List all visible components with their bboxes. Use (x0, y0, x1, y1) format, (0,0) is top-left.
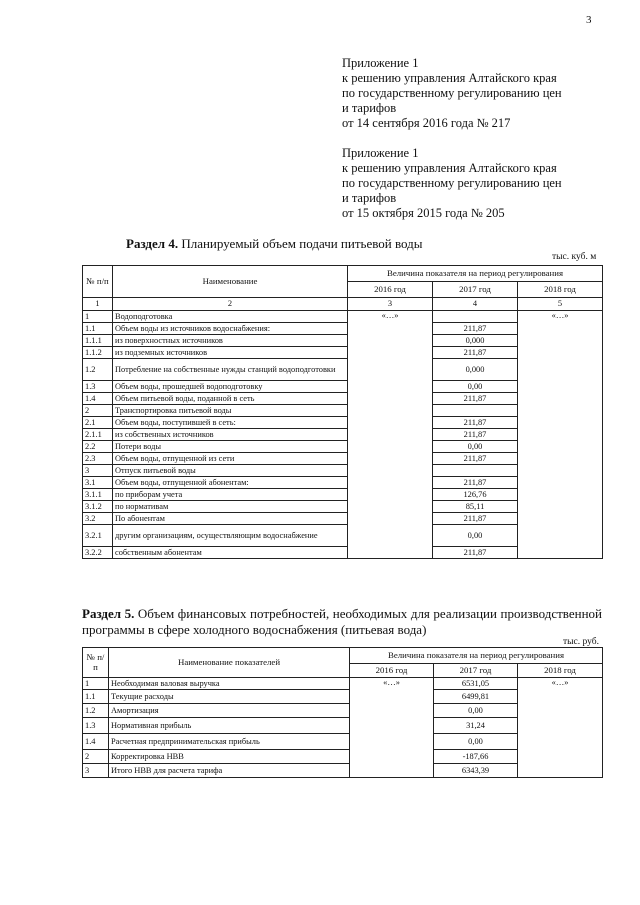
s4-row-2017 (433, 311, 518, 323)
s4-row-2017 (433, 405, 518, 417)
s4-colnum-2: 2 (113, 298, 348, 311)
s4-row-2017: 126,76 (433, 489, 518, 501)
s4-row-2017: 0,00 (433, 441, 518, 453)
s5-row-2017: 31,24 (434, 718, 518, 734)
s4-row-2017: 0,00 (433, 381, 518, 393)
s5-header-period: Величина показателя на период регулирования (350, 648, 603, 664)
section4-units: тыс. куб. м (552, 252, 597, 262)
appendix-line: и тарифов (342, 191, 397, 205)
s4-row-name: Водоподготовка (113, 311, 348, 323)
appendix-line: и тарифов (342, 101, 397, 115)
section4-title-number: Раздел 4. (126, 236, 179, 251)
s4-row-name: Потери воды (113, 441, 348, 453)
s4-row-num: 1.4 (83, 393, 113, 405)
s5-row-num: 2 (83, 750, 109, 764)
s4-row-num: 1.3 (83, 381, 113, 393)
appendix-line: по государственному регулированию цен (342, 86, 562, 100)
s5-row-name: Расчетная предпринимательская прибыль (109, 734, 350, 750)
s5-row-2017: 0,00 (434, 704, 518, 718)
s5-ellipsis-2018: «…» (518, 678, 603, 778)
appendix-line: от 15 октября 2015 года № 205 (342, 206, 505, 220)
appendix-line: от 14 сентября 2016 года № 217 (342, 116, 511, 130)
s5-row-num: 1.3 (83, 718, 109, 734)
s4-row-2017: 211,87 (433, 547, 518, 559)
appendix-line: по государственному регулированию цен (342, 176, 562, 190)
s4-row-num: 3.1.2 (83, 501, 113, 513)
s4-row-2017: 0,000 (433, 359, 518, 381)
s4-row-num: 3.1 (83, 477, 113, 489)
s4-row-num: 2.1 (83, 417, 113, 429)
s4-row-name: из поверхностных источников (113, 335, 348, 347)
s5-row-name: Нормативная прибыль (109, 718, 350, 734)
s4-colnum-5: 5 (518, 298, 603, 311)
section5-table (82, 647, 603, 778)
s4-row-2017: 211,87 (433, 417, 518, 429)
s4-row-num: 1 (83, 311, 113, 323)
s5-row-name: Текущие расходы (109, 690, 350, 704)
section5-units: тыс. руб. (563, 637, 599, 647)
s4-row-name: Потребление на собственные нужды станций водоподготовки (113, 359, 348, 381)
s4-row-2017: 0,00 (433, 525, 518, 547)
s4-row-num: 1.1.1 (83, 335, 113, 347)
s5-row-2017: 6531,05 (434, 678, 518, 690)
s4-row-2017: 211,87 (433, 429, 518, 441)
s4-header-period: Величина показателя на период регулирования (348, 266, 603, 282)
s4-row-name: по нормативам (113, 501, 348, 513)
s5-row-num: 3 (83, 764, 109, 778)
s4-row-name: из собственных источников (113, 429, 348, 441)
appendix-line: Приложение 1 (342, 146, 419, 160)
s5-row-num: 1.1 (83, 690, 109, 704)
s4-row-name: Объем воды, поступившей в сеть: (113, 417, 348, 429)
s4-row-name: из подземных источников (113, 347, 348, 359)
s4-row-2017: 211,87 (433, 453, 518, 465)
s4-row-num: 2.2 (83, 441, 113, 453)
s5-header-2017: 2017 год (434, 664, 518, 678)
s4-row-num: 2.3 (83, 453, 113, 465)
s5-row-2017: -187,66 (434, 750, 518, 764)
s5-header-2016: 2016 год (350, 664, 434, 678)
s4-row-num: 3.2 (83, 513, 113, 525)
s4-row-name: Объем воды, отпущенной абонентам: (113, 477, 348, 489)
s4-row-num: 1.2 (83, 359, 113, 381)
s4-header-num: № п/п (83, 266, 113, 298)
s4-row-2017: 211,87 (433, 323, 518, 335)
s4-row-2017 (433, 465, 518, 477)
s4-row-num: 2 (83, 405, 113, 417)
s4-row-num: 3.2.2 (83, 547, 113, 559)
s4-row-name: Объем воды, отпущенной из сети (113, 453, 348, 465)
s5-row-name: Амортизация (109, 704, 350, 718)
section5-title-text: Объем финансовых потребностей, необходимых для реализации производственной программы в сфере холодного водоснабжения (питьевая вода) (82, 606, 602, 637)
s5-header-name: Наименование показателей (109, 648, 350, 678)
s4-row-2017: 211,87 (433, 393, 518, 405)
s4-header-2017: 2017 год (433, 282, 518, 298)
s4-row-num: 3 (83, 465, 113, 477)
s4-row-num: 3.1.1 (83, 489, 113, 501)
s5-row-name: Итого НВВ для расчета тарифа (109, 764, 350, 778)
s4-row-2017: 211,87 (433, 347, 518, 359)
s5-row-2017: 6343,39 (434, 764, 518, 778)
s4-ellipsis-2016: «…» (348, 311, 433, 559)
s4-row-2017: 0,000 (433, 335, 518, 347)
s4-row-name: собственным абонентам (113, 547, 348, 559)
s4-row-num: 1.1.2 (83, 347, 113, 359)
appendix-block-2015 (342, 146, 562, 221)
s4-ellipsis-2018: «…» (518, 311, 603, 559)
appendix-line: к решению управления Алтайского края (342, 71, 557, 85)
s4-row-name: Объем воды из источников водоснабжения: (113, 323, 348, 335)
s4-row-name: По абонентам (113, 513, 348, 525)
table-row (83, 311, 603, 323)
s4-row-name: Объем воды, прошедшей водоподготовку (113, 381, 348, 393)
s5-row-num: 1.4 (83, 734, 109, 750)
section5-title (82, 606, 602, 638)
s4-row-num: 1.1 (83, 323, 113, 335)
s5-row-name: Корректировка НВВ (109, 750, 350, 764)
s5-row-num: 1 (83, 678, 109, 690)
s4-row-num: 2.1.1 (83, 429, 113, 441)
s5-row-2017: 6499,81 (434, 690, 518, 704)
section4-title-text: Планируемый объем подачи питьевой воды (178, 236, 423, 251)
page-number: 3 (586, 14, 592, 26)
appendix-line: Приложение 1 (342, 56, 419, 70)
s4-colnum-3: 3 (348, 298, 433, 311)
section4-title (126, 236, 423, 252)
appendix-line: к решению управления Алтайского края (342, 161, 557, 175)
section4-table (82, 265, 603, 559)
s4-header-2016: 2016 год (348, 282, 433, 298)
s4-colnum-1: 1 (83, 298, 113, 311)
s4-row-2017: 211,87 (433, 477, 518, 489)
s4-row-name: другим организациям, осуществляющим водоснабжение (113, 525, 348, 547)
s4-row-name: по приборам учета (113, 489, 348, 501)
s4-row-name: Объем питьевой воды, поданной в сеть (113, 393, 348, 405)
section5-title-number: Раздел 5. (82, 606, 135, 621)
s5-header-2018: 2018 год (518, 664, 603, 678)
s4-header-2018: 2018 год (518, 282, 603, 298)
s4-row-name: Отпуск питьевой воды (113, 465, 348, 477)
s5-row-2017: 0,00 (434, 734, 518, 750)
s5-header-num: № п/п (83, 648, 109, 678)
appendix-block-2016 (342, 56, 562, 131)
s5-ellipsis-2016: «…» (350, 678, 434, 778)
s4-colnum-4: 4 (433, 298, 518, 311)
s4-row-num: 3.2.1 (83, 525, 113, 547)
s5-row-name: Необходимая валовая выручка (109, 678, 350, 690)
s4-row-name: Транспортировка питьевой воды (113, 405, 348, 417)
s5-row-num: 1.2 (83, 704, 109, 718)
s4-row-2017: 211,87 (433, 513, 518, 525)
s4-header-name: Наименование (113, 266, 348, 298)
table-row (83, 678, 603, 690)
s4-row-2017: 85,11 (433, 501, 518, 513)
